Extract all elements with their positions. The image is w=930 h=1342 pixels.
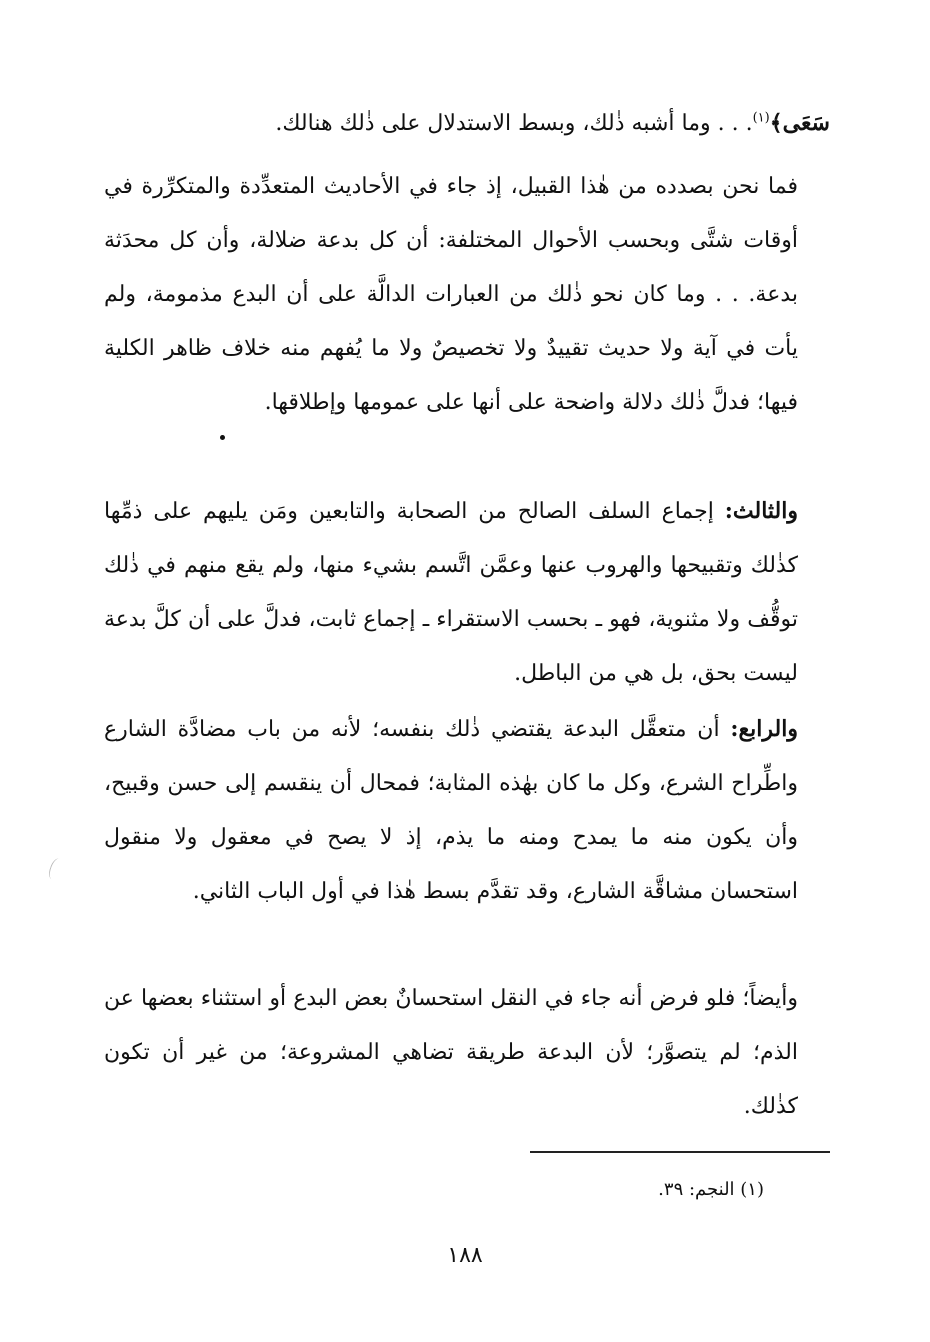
footnote-reference: (١): [752, 110, 770, 126]
paragraph-2-text: فما نحن بصدده من هٰذا القبيل، إذ جاء في الأحاديث المتعدِّدة والمتكرِّرة في أوقات شتَّى وبحسب الأحوال المختلفة: أن كل بدعة ضلالة، وأن كل محدَثة بدعة. . . وما كان نحو ذٰلك من العبارات الدالَّة على أن البدع مذمومة، ولم يأت في آية ولا حديث تقييدٌ ولا تخصيصٌ ولا ما يُفهم منه خلاف ظاهر الكلية فيها؛ فدلَّ ذٰلك دلالة واضحة على أنها على عمومها وإطلاقها.: [104, 174, 798, 415]
footnote-divider: [530, 1151, 830, 1153]
footnote: (١) النجم: ٣٩.: [658, 1179, 764, 1200]
paragraph-2: [104, 160, 830, 430]
page-number: ١٨٨: [447, 1243, 483, 1268]
margin-mark: [47, 857, 65, 881]
paragraph-4-text: أن متعقَّل البدعة يقتضي ذٰلك بنفسه؛ لأنه من باب مضادَّة الشارع واطِّراح الشرع، وكل ما كان بهٰذه المثابة؛ فمحال أن ينقسم إلى حسن وقبيح، وأن يكون منه ما يمدح ومنه ما يذم، إذ لا يصح في معقول ولا منقول استحسان مشاقَّة الشارع، وقد تقدَّم بسط هٰذا في أول الباب الثاني.: [104, 717, 798, 904]
paragraph-4: [104, 702, 830, 919]
paragraph-3: [104, 484, 830, 701]
paragraph-5-text: وأيضاً؛ فلو فرض أنه جاء في النقل استحسانٌ بعض البدع أو استثناء بعضها عن الذم؛ لم يتصوَّر؛ لأن البدعة طريقة تضاهي المشروعة؛ من غير أن تكون كذٰلك.: [104, 986, 798, 1119]
quran-verse-end: سَعَى﴾: [769, 110, 830, 136]
paragraph-5: [104, 972, 830, 1134]
paragraph-1-text: . . . وما أشبه ذٰلك، وبسط الاستدلال على ذٰلك هنالك.: [275, 111, 753, 136]
stray-ink-dot: [220, 435, 225, 440]
paragraph-3-lead: والثالث:: [724, 498, 798, 524]
paragraph-1: [104, 96, 830, 151]
paragraph-3-text: إجماع السلف الصالح من الصحابة والتابعين ومَن يليهم على ذمِّها كذٰلك وتقبيحها والهروب عنها وعمَّن اتَّسم بشيء منها، ولم يقع منهم في ذٰلك توقُّف ولا مثنوية، فهو ـ بحسب الاستقراء ـ إجماع ثابت، فدلَّ على أن كلَّ بدعة ليست بحق، بل هي من الباطل.: [104, 499, 798, 686]
paragraph-4-lead: والرابع:: [730, 716, 798, 742]
